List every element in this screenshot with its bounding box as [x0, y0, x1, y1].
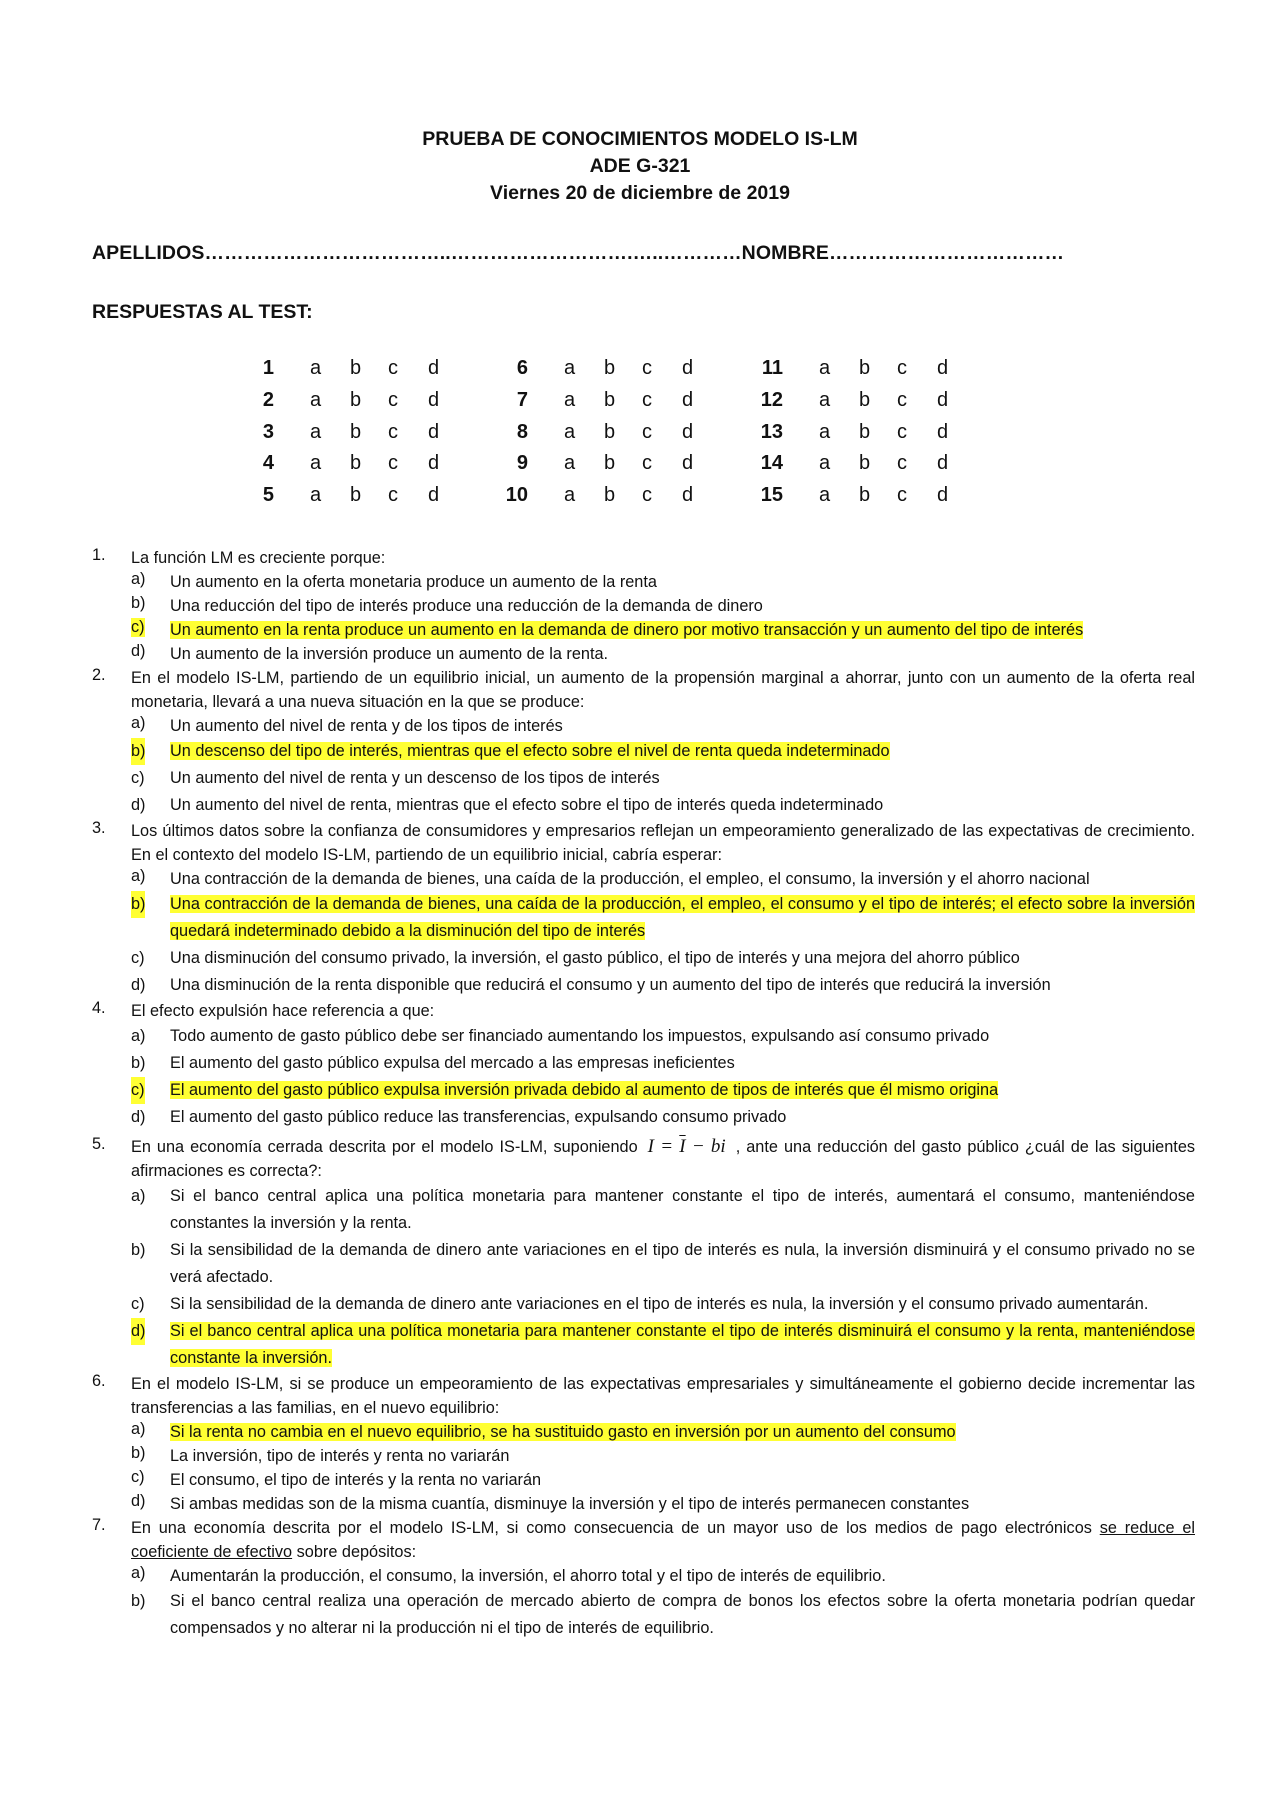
answer-choice[interactable]: d — [937, 388, 949, 411]
option-text: Si la sensibilidad de la demanda de dinero ante variaciones en el tipo de interés es nula, la inversión disminuirá y el consumo privado no se verá afectado. — [170, 1241, 1195, 1286]
option-1b — [0, 594, 1280, 618]
option-letter: a) — [131, 867, 146, 885]
answer-number: 15 — [760, 484, 783, 507]
answer-choice[interactable]: d — [428, 388, 440, 411]
option-text: Si el banco central aplica una política monetaria para mantener constante el tipo de interés disminuirá el consumo y la renta, manteniéndose constante la inversión. — [170, 1322, 1195, 1367]
option-text: Si la renta no cambia en el nuevo equilibrio, se ha sustituido gasto en inversión por un aumento del consumo — [170, 1423, 956, 1441]
question-4 — [0, 999, 1280, 1131]
question-6 — [0, 1372, 1280, 1516]
answer-number: 6 — [516, 357, 528, 379]
answer-choice[interactable]: d — [937, 357, 949, 379]
answer-choice[interactable]: c — [388, 388, 398, 411]
answer-choice[interactable]: a — [564, 388, 576, 411]
answer-choice[interactable]: d — [682, 357, 694, 379]
question-number: 5. — [92, 1135, 106, 1153]
answer-choice[interactable]: c — [388, 357, 398, 379]
option-2b-highlighted — [0, 738, 1280, 765]
option-text: Un aumento del nivel de renta y de los tipos de interés — [170, 717, 563, 735]
formula-left: I = — [647, 1136, 680, 1157]
option-letter: c) — [131, 1077, 145, 1104]
option-text: Todo aumento de gasto público debe ser financiado aumentando los impuestos, expulsando así consumo privado — [170, 1027, 990, 1045]
option-5d-highlighted — [0, 1318, 1280, 1372]
question-text-part: En una economía descrita por el modelo IS-LM, si como consecuencia de un mayor uso de los medios de pago electrónicos — [131, 1519, 1092, 1537]
option-text: Un descenso del tipo de interés, mientras que el efecto sobre el nivel de renta queda indeterminado — [170, 742, 890, 760]
answer-number: 1 — [262, 357, 274, 379]
option-1d — [0, 642, 1280, 666]
answer-choice[interactable]: a — [310, 388, 322, 411]
answer-number: 10 — [505, 484, 528, 507]
option-text: Una disminución del consumo privado, la inversión, el gasto público, el tipo de interés y una mejora del ahorro público — [170, 949, 1020, 967]
question-3 — [0, 819, 1280, 999]
answer-choice[interactable]: c — [897, 388, 907, 411]
answer-grid — [0, 357, 1280, 516]
option-text: Una reducción del tipo de interés produce una reducción de la demanda de dinero — [170, 597, 763, 615]
question-text-part: sobre depósitos: — [296, 1543, 417, 1561]
option-text: Una contracción de la demanda de bienes, una caída de la producción, el empleo, el consumo, la inversión y el ahorro nacional — [170, 870, 1090, 888]
option-text: Si el banco central aplica una política monetaria para mantener constante el tipo de interés, aumentará el consumo, manteniéndose constantes la inversión y la renta. — [170, 1187, 1195, 1232]
answer-choice[interactable]: c — [897, 357, 907, 379]
answer-choice[interactable]: a — [564, 420, 576, 443]
option-letter: c) — [131, 1468, 145, 1486]
answer-choice[interactable]: c — [388, 420, 398, 443]
exam-header — [0, 126, 1280, 207]
option-2a — [0, 714, 1280, 738]
option-5c — [0, 1291, 1280, 1318]
option-5b — [0, 1237, 1280, 1291]
answer-number: 3 — [262, 420, 274, 443]
answer-choice[interactable]: a — [819, 357, 831, 379]
answer-choice[interactable]: a — [310, 420, 322, 443]
answer-choice[interactable]: b — [859, 420, 871, 443]
question-number: 2. — [92, 666, 106, 684]
question-number: 1. — [92, 546, 106, 564]
answer-choice[interactable]: a — [819, 388, 831, 411]
option-letter: b) — [131, 891, 145, 918]
option-letter: a) — [131, 714, 146, 732]
answer-number: 2 — [262, 388, 274, 411]
question-number: 6. — [92, 1372, 106, 1390]
question-number: 4. — [92, 999, 106, 1017]
option-letter: c) — [131, 769, 145, 787]
option-text: Un aumento en la renta produce un aumento en la demanda de dinero por motivo transacción y un aumento del tipo de interés — [170, 621, 1084, 639]
answer-choice[interactable]: b — [859, 388, 871, 411]
option-letter: c) — [131, 949, 145, 967]
option-letter: d) — [131, 1318, 145, 1345]
answer-choice[interactable]: a — [310, 484, 322, 507]
question-text: Los últimos datos sobre la confianza de consumidores y empresarios reflejan un empeoramiento generalizado de las expectativas de crecimiento. En el contexto del modelo IS-LM, partiendo de un equilibrio inicial, cabría esperar: — [131, 822, 1195, 864]
answer-choice[interactable]: d — [428, 357, 440, 379]
option-7a — [0, 1564, 1280, 1588]
answers-title: RESPUESTAS AL TEST: — [92, 301, 313, 323]
answer-choice[interactable]: b — [350, 484, 362, 507]
answer-grid-row — [0, 484, 1280, 516]
answer-grid-row — [0, 452, 1280, 484]
name-fields: APELLIDOS………………………………..……………………….…..…………NOMBRE……………………………… — [92, 242, 1065, 264]
answer-choice[interactable]: d — [682, 420, 694, 443]
option-letter: b) — [131, 1592, 146, 1610]
formula-bar: $\overline{I}$ — [679, 1136, 686, 1157]
answer-number: 12 — [760, 388, 783, 411]
option-2d — [0, 792, 1280, 819]
answer-choice[interactable]: c — [642, 357, 652, 379]
answer-choice[interactable]: b — [350, 452, 362, 475]
option-text: Un aumento del nivel de renta y un descenso de los tipos de interés — [170, 769, 660, 787]
option-text: Si ambas medidas son de la misma cuantía, disminuye la inversión y el tipo de interés permanecen constantes — [170, 1495, 970, 1513]
answer-choice[interactable]: a — [564, 357, 576, 379]
option-1a — [0, 570, 1280, 594]
question-text — [131, 1516, 1195, 1564]
option-3c — [0, 945, 1280, 972]
question-1 — [0, 546, 1280, 666]
option-letter: a) — [131, 570, 146, 588]
answer-choice[interactable]: d — [428, 452, 440, 475]
answer-choice[interactable]: c — [642, 420, 652, 443]
answer-choice[interactable]: d — [682, 452, 694, 475]
answer-choice[interactable]: c — [897, 452, 907, 475]
question-5 — [0, 1135, 1280, 1372]
option-letter: b) — [131, 1444, 146, 1462]
answer-number: 11 — [761, 357, 783, 379]
option-4c-highlighted — [0, 1077, 1280, 1104]
question-text-part: , ante una reducción del gasto público ¿cuál de las siguientes afirmaciones es correcta?: — [131, 1138, 1196, 1180]
option-text: Un aumento de la inversión produce un aumento de la renta. — [170, 645, 609, 663]
option-3b-highlighted — [0, 891, 1280, 945]
answer-choice[interactable]: c — [388, 484, 398, 507]
option-7b — [0, 1588, 1280, 1642]
answer-choice[interactable]: c — [642, 388, 652, 411]
option-letter: a) — [131, 1564, 146, 1582]
question-text-part: En una economía cerrada descrita por el modelo IS-LM, suponiendo — [131, 1138, 638, 1156]
answer-choice[interactable]: b — [859, 452, 871, 475]
answer-grid-row — [0, 421, 1280, 453]
option-text: El aumento del gasto público expulsa del mercado a las empresas ineficientes — [170, 1054, 735, 1072]
answer-choice[interactable]: c — [642, 452, 652, 475]
question-text: En el modelo IS-LM, partiendo de un equilibrio inicial, un aumento de la propensión marginal a ahorrar, junto con un aumento de la oferta real monetaria, llevará a una nueva situación en la que se produce: — [131, 669, 1195, 711]
formula-right: − bi — [685, 1136, 726, 1157]
option-6a-highlighted — [0, 1420, 1280, 1444]
answer-choice[interactable]: b — [604, 484, 616, 507]
option-2c — [0, 765, 1280, 792]
option-6d — [0, 1492, 1280, 1516]
option-letter: d) — [131, 1492, 146, 1510]
answer-number: 9 — [516, 452, 528, 475]
answer-choice[interactable]: b — [350, 388, 362, 411]
option-letter: a) — [131, 1027, 146, 1045]
option-letter: a) — [131, 1187, 146, 1205]
exam-title: PRUEBA DE CONOCIMIENTOS MODELO IS-LM — [422, 128, 858, 150]
question-list — [0, 546, 1280, 1642]
option-letter: b) — [131, 1054, 146, 1072]
investment-formula — [638, 1136, 736, 1157]
option-1c-highlighted — [0, 618, 1280, 642]
answer-choice[interactable]: a — [564, 484, 576, 507]
option-text: Un aumento en la oferta monetaria produce un aumento de la renta — [170, 573, 657, 591]
answer-choice[interactable]: a — [819, 420, 831, 443]
option-letter: b) — [131, 594, 146, 612]
answer-grid-row — [0, 389, 1280, 421]
question-text: El efecto expulsión hace referencia a que: — [131, 1002, 435, 1020]
option-letter: d) — [131, 796, 146, 814]
option-text: Una contracción de la demanda de bienes, una caída de la producción, el empleo, el consumo y el tipo de interés; el efecto sobre la inversión quedará indeterminado debido a la disminución del tipo de interés — [170, 895, 1195, 940]
option-letter: a) — [131, 1420, 146, 1438]
question-7 — [0, 1516, 1280, 1642]
answer-choice[interactable]: b — [604, 420, 616, 443]
option-text: Aumentarán la producción, el consumo, la inversión, el ahorro total y el tipo de interés de equilibrio. — [170, 1567, 886, 1585]
option-text: El consumo, el tipo de interés y la renta no variarán — [170, 1471, 542, 1489]
answer-choice[interactable]: a — [819, 452, 831, 475]
course-code: ADE G-321 — [589, 155, 691, 177]
answer-choice[interactable]: a — [564, 452, 576, 475]
answer-choice[interactable]: c — [897, 484, 907, 507]
answer-choice[interactable]: b — [350, 420, 362, 443]
question-text: En el modelo IS-LM, si se produce un empeoramiento de las expectativas empresariales y simultáneamente el gobierno decide incrementar las transferencias a las familias, en el nuevo equilibrio: — [131, 1375, 1195, 1417]
option-letter: c) — [131, 618, 145, 636]
option-letter: c) — [131, 1295, 145, 1313]
question-text: La función LM es creciente porque: — [131, 549, 386, 567]
answer-choice[interactable]: b — [604, 388, 616, 411]
option-letter: d) — [131, 1108, 146, 1126]
question-number: 7. — [92, 1516, 106, 1534]
answer-choice[interactable]: a — [310, 452, 322, 475]
option-4a — [0, 1023, 1280, 1050]
answer-choice[interactable]: d — [937, 420, 949, 443]
answer-choice[interactable]: d — [428, 484, 440, 507]
option-5a — [0, 1183, 1280, 1237]
answer-number: 8 — [516, 420, 528, 443]
answer-choice[interactable]: d — [428, 420, 440, 443]
option-text: La inversión, tipo de interés y renta no variarán — [170, 1447, 510, 1465]
answer-number: 4 — [262, 452, 274, 475]
option-6b — [0, 1444, 1280, 1468]
answer-grid-row — [0, 357, 1280, 389]
option-letter: d) — [131, 976, 146, 994]
answer-choice[interactable]: b — [859, 484, 871, 507]
answer-choice[interactable]: c — [388, 452, 398, 475]
option-letter: b) — [131, 738, 145, 765]
option-letter: d) — [131, 642, 146, 660]
answer-choice[interactable]: a — [310, 357, 322, 379]
answer-choice[interactable]: d — [937, 452, 949, 475]
option-3a — [0, 867, 1280, 891]
answer-choice[interactable]: d — [937, 484, 949, 507]
option-letter: b) — [131, 1241, 146, 1259]
answer-choice[interactable]: b — [604, 452, 616, 475]
question-number: 3. — [92, 819, 106, 837]
answer-number: 14 — [760, 452, 783, 475]
option-text: Un aumento del nivel de renta, mientras que el efecto sobre el tipo de interés queda indeterminado — [170, 796, 884, 814]
answer-choice[interactable]: b — [604, 357, 616, 379]
question-2 — [0, 666, 1280, 819]
option-text: Si el banco central realiza una operación de mercado abierto de compra de bonos los efectos sobre la oferta monetaria podrían quedar compensados y no alterar ni la producción ni el tipo de interés de equilibrio. — [170, 1592, 1195, 1637]
option-3d — [0, 972, 1280, 999]
answer-number: 7 — [516, 388, 528, 411]
answer-choice[interactable]: d — [682, 388, 694, 411]
option-text: El aumento del gasto público expulsa inversión privada debido al aumento de tipos de interés que él mismo origina — [170, 1081, 999, 1099]
answer-choice[interactable]: a — [819, 484, 831, 507]
answer-number: 13 — [760, 420, 783, 443]
answer-number: 5 — [262, 484, 274, 507]
answer-choice[interactable]: c — [642, 484, 652, 507]
option-4b — [0, 1050, 1280, 1077]
exam-date: Viernes 20 de diciembre de 2019 — [490, 182, 790, 204]
option-text: El aumento del gasto público reduce las transferencias, expulsando consumo privado — [170, 1108, 787, 1126]
option-text: Si la sensibilidad de la demanda de dinero ante variaciones en el tipo de interés es nula, la inversión y el consumo privado aumentarán. — [170, 1295, 1149, 1313]
underlined-text: se reduce el coeficiente de efectivo — [131, 1519, 1195, 1561]
answer-choice[interactable]: b — [350, 357, 362, 379]
answer-choice[interactable]: d — [682, 484, 694, 507]
question-text — [131, 1135, 1195, 1183]
option-text: Una disminución de la renta disponible que reducirá el consumo y un aumento del tipo de interés que reducirá la inversión — [170, 976, 1051, 994]
answer-choice[interactable]: b — [859, 357, 871, 379]
option-6c — [0, 1468, 1280, 1492]
option-4d — [0, 1104, 1280, 1131]
answer-choice[interactable]: c — [897, 420, 907, 443]
